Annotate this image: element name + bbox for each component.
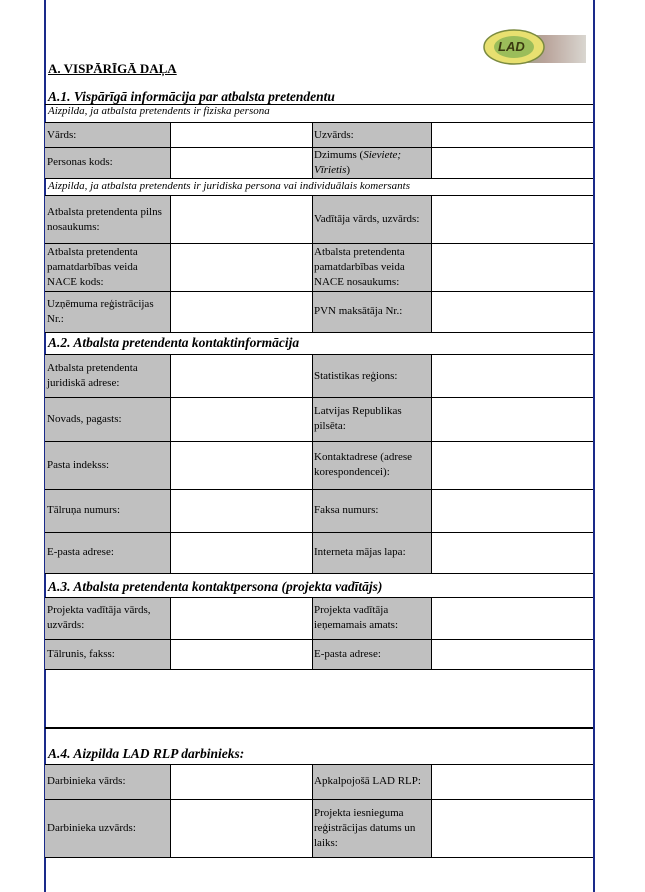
rule (431, 195, 432, 332)
rule (431, 764, 432, 857)
field-dzimums[interactable] (431, 147, 593, 178)
label-amats: Projekta vadītāja ieņemamais amats: (312, 597, 431, 639)
label-pilns-nosaukums: Atbalsta pretendenta pilns nosaukums: (45, 196, 170, 243)
label-kontaktadrese: Kontaktadrese (adrese korespondencei): (312, 441, 431, 489)
label-personas-kods: Personas kods: (45, 147, 170, 178)
label-vards: Vārds: (45, 123, 170, 147)
section-a4-title: A.4. Aizpilda LAD RLP darbinieks: (48, 746, 245, 761)
rule (45, 489, 593, 490)
label-kontakt-epasts: E-pasta adrese: (312, 639, 431, 669)
field-darbinieka-vards[interactable] (170, 764, 312, 799)
field-apkalpojosa[interactable] (431, 764, 593, 799)
label-registracijas-datums: Projekta iesnieguma reģistrācijas datums un laiks: (312, 799, 431, 857)
label-juridiska-adrese: Atbalsta pretendenta juridiskā adrese: (45, 355, 170, 397)
rule (45, 857, 593, 858)
rule (45, 122, 593, 123)
field-darbinieka-uzvards[interactable] (170, 799, 312, 857)
rule (170, 354, 171, 573)
field-juridiska-adrese[interactable] (170, 355, 312, 397)
label-fakss: Faksa numurs: (312, 489, 431, 532)
field-novads[interactable] (170, 397, 312, 441)
field-talrunis[interactable] (170, 489, 312, 532)
dzimums-close: ) (346, 163, 351, 176)
field-kontakt-epasts[interactable] (431, 639, 593, 669)
field-personas-kods[interactable] (170, 147, 312, 178)
rule (312, 122, 313, 178)
note-legal-person: Aizpilda, ja atbalsta pretendents ir juridiska persona vai individuālais komersants (48, 180, 410, 192)
rule (45, 639, 593, 640)
label-apkalpojosa: Apkalpojošā LAD RLP: (312, 764, 431, 799)
rule (45, 195, 593, 196)
field-registracijas-datums[interactable] (431, 799, 593, 857)
label-projekta-vaditaja-vards: Projekta vadītāja vārds, uzvārds: (45, 597, 170, 639)
field-statistikas-regions[interactable] (431, 355, 593, 397)
rule (45, 332, 593, 333)
rule (312, 597, 313, 669)
rule (170, 195, 171, 332)
field-pilseta[interactable] (431, 397, 593, 441)
label-talrunis: Tālruņa numurs: (45, 489, 170, 532)
field-fakss[interactable] (431, 489, 593, 532)
rule (312, 764, 313, 857)
label-uzvards: Uzvārds: (312, 123, 431, 147)
field-vaditaja-vards[interactable] (431, 196, 593, 243)
label-pilseta: Latvijas Republikas pilsēta: (312, 397, 431, 441)
rule (45, 104, 593, 105)
rule (45, 291, 593, 292)
field-nace-nosaukums[interactable] (431, 243, 593, 291)
field-epasts[interactable] (170, 532, 312, 573)
rule (45, 354, 593, 355)
field-pvn-nr[interactable] (431, 291, 593, 332)
rule (45, 532, 593, 533)
dzimums-text: Dzimums ( (314, 148, 364, 161)
field-uzvards[interactable] (431, 123, 593, 147)
field-kontaktadrese[interactable] (431, 441, 593, 489)
field-projekta-vaditaja-vards[interactable] (170, 597, 312, 639)
rule (45, 597, 593, 598)
label-majas-lapa: Interneta mājas lapa: (312, 532, 431, 573)
rule (45, 573, 593, 574)
rule (45, 441, 593, 442)
section-a3-title: A.3. Atbalsta pretendenta kontaktpersona (projekta vadītājs) (48, 579, 383, 594)
label-statistikas-regions: Statistikas reģions: (312, 355, 431, 397)
rule (45, 243, 593, 244)
rule (45, 799, 593, 800)
rule (45, 178, 593, 179)
rule (45, 764, 593, 765)
section-a2-title: A.2. Atbalsta pretendenta kontaktinformācija (48, 335, 300, 350)
label-pvn-nr: PVN maksātāja Nr.: (312, 291, 431, 332)
label-registracijas-nr: Uzņēmuma reģistrācijas Nr.: (45, 291, 170, 332)
field-vards[interactable] (170, 123, 312, 147)
rule (170, 764, 171, 857)
label-darbinieka-uzvards: Darbinieka uzvārds: (45, 799, 170, 857)
dzimums-options: Sieviete; Vīrietis (314, 148, 402, 176)
field-pasta-indekss[interactable] (170, 441, 312, 489)
rule (170, 122, 171, 178)
section-a1-title: A.1. Vispārīgā informācija par atbalsta pretendentu (48, 89, 335, 104)
label-vaditaja-vards: Vadītāja vārds, uzvārds: (312, 196, 431, 243)
note-natural-person: Aizpilda, ja atbalsta pretendents ir fiziska persona (48, 105, 270, 117)
field-talrunis-fakss[interactable] (170, 639, 312, 669)
label-novads: Novads, pagasts: (45, 397, 170, 441)
field-nace-kods[interactable] (170, 243, 312, 291)
right-margin-line (593, 0, 595, 892)
rule (431, 122, 432, 178)
rule (170, 597, 171, 669)
label-nace-nosaukums: Atbalsta pretendenta pamatdarbības veida NACE nosaukums: (312, 243, 431, 291)
rule (45, 727, 593, 729)
field-registracijas-nr[interactable] (170, 291, 312, 332)
rule (312, 354, 313, 573)
logo-text: LAD (498, 39, 525, 54)
rule (312, 195, 313, 332)
label-talrunis-fakss: Tālrunis, fakss: (45, 639, 170, 669)
field-pilns-nosaukums[interactable] (170, 196, 312, 243)
rule (45, 147, 593, 148)
lad-logo (476, 27, 586, 67)
label-pasta-indekss: Pasta indekss: (45, 441, 170, 489)
rule (45, 669, 593, 670)
label-epasts: E-pasta adrese: (45, 532, 170, 573)
rule (431, 597, 432, 669)
part-title: A. VISPĀRĪGĀ DAĻA (48, 61, 177, 76)
label-nace-kods: Atbalsta pretendenta pamatdarbības veida NACE kods: (45, 243, 170, 291)
rule (431, 354, 432, 573)
rule (45, 397, 593, 398)
label-darbinieka-vards: Darbinieka vārds: (45, 764, 170, 799)
field-amats[interactable] (431, 597, 593, 639)
label-dzimums (312, 147, 431, 178)
field-majas-lapa[interactable] (431, 532, 593, 573)
